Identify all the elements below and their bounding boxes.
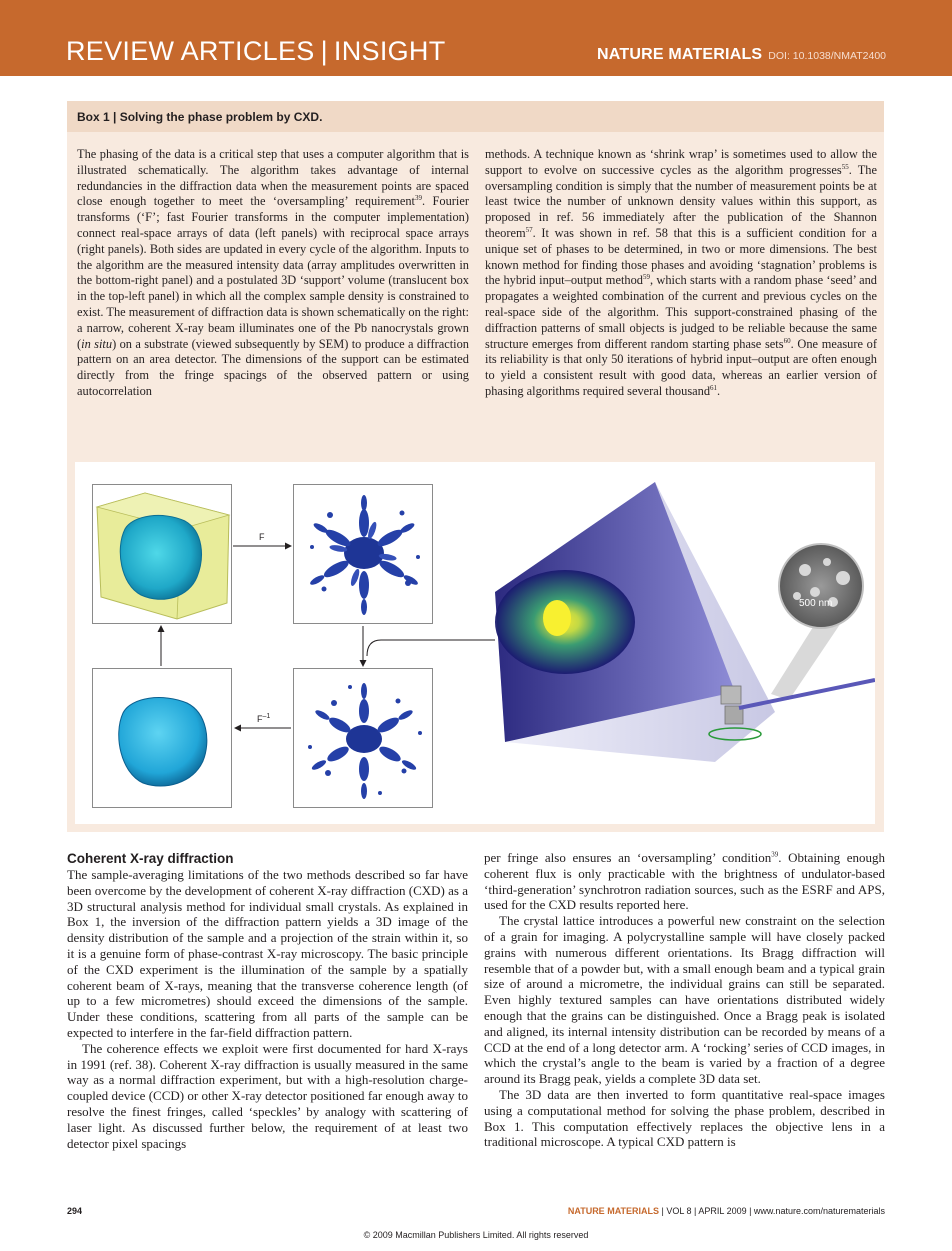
paragraph <box>484 1087 885 1150</box>
text-run: . <box>717 383 721 398</box>
scale-bar-label: 500 nm <box>799 598 833 609</box>
text-run: ) on a substrate (viewed subsequently by SEM) to produce a diffraction pattern on an area detector. The dimensions of the support can be estimated directly from the fringe spacings of the observed pattern or using autocorrelation <box>77 336 469 398</box>
inverse-transform-label: $F^{-1}$ <box>257 713 271 724</box>
cxd-experiment-schematic <box>75 462 875 824</box>
text-run: . One measure of its reliability is that only 50 iterations of hybrid input–output are often enough to yield a consistent result with good data, whereas an earlier version of phasing algorithms required several thousand <box>485 336 877 398</box>
text-run: The phasing of the data is a critical step that uses a computer algorithm that is illustrated schematically. The algorithm takes advantage of internal redundancies in the diffraction data when the measurement points are spaced close enough together to meet the ‘oversampling’ requirement <box>77 147 469 209</box>
paragraph <box>67 867 468 1041</box>
page-number: 294 <box>67 1206 83 1216</box>
section-heading: Coherent X-ray diffraction <box>67 851 234 866</box>
doi: DOI: 10.1038/NMAT2400 <box>768 50 886 62</box>
box-figure <box>75 462 875 824</box>
box-left-column <box>77 147 469 400</box>
box-title: Box 1 | Solving the phase problem by CXD. <box>77 110 323 124</box>
section-name: REVIEW ARTICLES <box>66 36 315 66</box>
citation-superscript: 61 <box>710 383 718 392</box>
text-run: methods. A technique known as ‘shrink wrap’ is sometimes used to allow the support to evolve on successive cycles as the algorithm progresses <box>485 147 877 177</box>
header-section <box>66 36 446 67</box>
footer-journal: NATURE MATERIALS <box>567 1206 660 1216</box>
box-1 <box>67 101 884 832</box>
text-run: . Obtaining enough coherent flux is only practicable with the brightness of undulator-based ‘third-generation’ synchrotron radiation sources, such as the ESRF and APS, used for the CXD results reported here. <box>484 850 886 913</box>
subsection-name: INSIGHT <box>333 36 446 66</box>
text-run: per fringe also ensures an ‘oversampling’ condition <box>484 850 772 865</box>
text-run: The 3D data are then inverted to form quantitative real-space images using a computational method for solving the phase problem, described in Box 1. This computation effectively replaces the objective lens in a traditional microscope. A typical CXD pattern is <box>484 1086 885 1150</box>
citation-superscript: 60 <box>783 336 791 345</box>
box-right-column <box>485 147 877 400</box>
section-separator: | <box>320 36 328 66</box>
footer-citation <box>568 1206 885 1216</box>
citation-superscript: 39 <box>415 194 422 203</box>
paragraph <box>67 1041 468 1152</box>
copyright-notice: © 2009 Macmillan Publishers Limited. All rights reserved <box>363 1230 589 1240</box>
journal-name: NATURE MATERIALS <box>597 46 763 63</box>
citation-superscript: 57 <box>525 225 533 234</box>
page-header <box>0 0 952 76</box>
body-left-paragraphs <box>67 867 468 1151</box>
body-right-column <box>484 850 885 1150</box>
citation-superscript: 59 <box>642 273 650 282</box>
text-run: . It was shown in ref. 58 that this is a sufficient condition for a unique set of phases to be determined, in two or more dimensions. The best known method for finding those phases and avoiding ‘stagnation’ problems is the hybrid input–output method <box>485 225 877 288</box>
forward-transform-label: F <box>259 532 265 542</box>
body-left-column <box>67 850 468 1151</box>
text-run: The crystal lattice introduces a powerful new constraint on the selection of a grain for imaging. A polycrystalline sample will have closely packed grains with numerous different orientations. Its Bragg diffraction will resemble that of a powder but, with a small enough beam and a typical grain size of around a micrometre, the individual grains can still be separated. Even highly textured samples can have orientations distributed widely enough that the grains can be distinguished. Once a Bragg peak is isolated and aligned, its internal intensity distribution can be recorded by means of a CCD at the end of a long detector arm. A ‘rocking’ series of CCD images, in which the crystal’s angle to the beam is varied by a fraction of a degree around its Bragg peak, yields a complete 3D data set. <box>484 913 885 1087</box>
box-title-bar <box>67 101 884 132</box>
text-run: . Fourier transforms (‘F’; fast Fourier transforms in the computer implementation) connect real-space arrays of data (left panels) with reciprocal space arrays (right panels). Both sides are updated in every cycle of the algorithm. Inputs to the algorithm are the measured intensity data (array amplitudes overwritten in the bottom-right panel) and a postulated 3D ‘support’ volume (translucent box in the top-left panel) in which all the complex sample density is constrained to exist. The measurement of diffraction data is shown schematically on the right: a narrow, coherent X-ray beam illuminates one of the Pb nanocrystals grown ( <box>77 194 469 351</box>
paragraph <box>484 913 885 1087</box>
paragraph <box>484 850 885 913</box>
header-journal <box>597 46 886 64</box>
citation-superscript: 55 <box>841 162 849 171</box>
text-run: , which starts with a random phase ‘seed’ and propagates a weighted combination of the current and previous cycles on the real-space side of the algorithm. This support-constrained phasing of the diffraction patterns of small objects is judged to be reliable because the same structure emerges from different random starting phase sets <box>485 273 877 351</box>
text-run: in situ <box>81 336 113 351</box>
citation-superscript: 39 <box>771 850 779 859</box>
text-run: . The oversampling condition is simply that the number of measurement points be at least twice the number of unknown density values within this support, as proposed in ref. 56 immediately after the publication of the Shannon theorem <box>485 162 877 240</box>
text-run: The sample-averaging limitations of the two methods described so far have been overcome by the development of coherent X-ray diffraction (CXD) as a 3D structural analysis method for individual small crystals. As explained in Box 1, the inversion of the diffraction pattern yields a 3D image of the density distribution of the sample and a projection of the strain within it, so it is a genuine form of phase-contrast X-ray microscopy. The basic principle of the CXD experiment is the illumination of the sample by a spatially coherent beam of X-rays, meaning that the transverse coherence length (of up to a few micrometres) should exceed the dimensions of the sample. Under these conditions, scattering from all parts of the sample can be expected to interfere in the far-field diffraction pattern. <box>67 867 468 1040</box>
footer-issue: | VOL 8 | APRIL 2009 | www.nature.com/naturematerials <box>659 1206 885 1216</box>
text-run: The coherence effects we exploit were first documented for hard X-rays in 1991 (ref. 38). Coherent X-ray diffraction is usually measured in the same way as a normal diffraction experiment, but with a high-resolution charge-coupled device (CCD) or other X-ray detector positioned far enough away to resolve the finest fringes, called ‘speckles’ by analogy with scattering of laser light. As discussed further below, the requirement of at least two detector pixel spacings <box>67 1040 468 1151</box>
